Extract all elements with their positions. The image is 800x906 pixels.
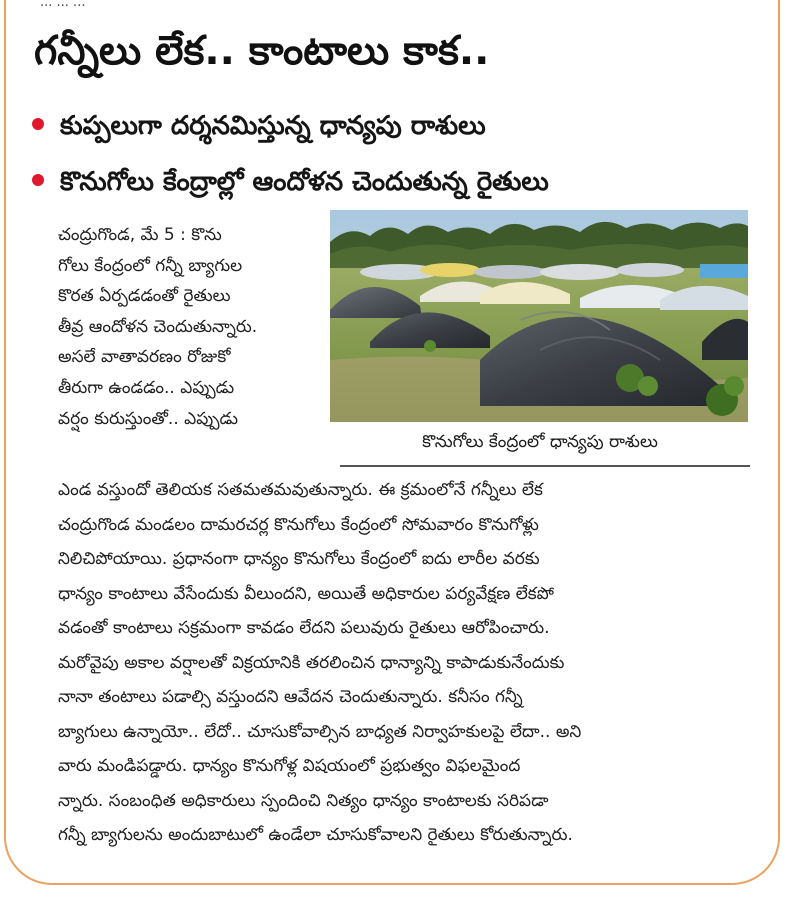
previous-article-fragment: ... ... ... bbox=[40, 0, 86, 8]
subheadline-2-text: కొనుగోలు కేంద్రాల్లో ఆందోళన చెందుతున్న రైతులు bbox=[60, 167, 549, 197]
body-line: తీవ్ర ఆందోళన చెందుతున్నారు. bbox=[58, 316, 258, 337]
caption-divider bbox=[340, 465, 750, 467]
subheadline-1 bbox=[32, 108, 772, 144]
body-line: చంద్రుగొండ మండలం దామరచర్ల కొనుగోలు కేంద్రంలో సోమవారం కొనుగోళ్లు bbox=[58, 514, 539, 535]
body-line: నానా తంటాలు పడాల్సి వస్తుందని ఆవేదన చెందుతున్నారు. కనీసం గన్నీ bbox=[58, 687, 523, 707]
body-line: గోలు కేంద్రంలో గన్నీ బ్యాగుల bbox=[58, 255, 243, 276]
body-line: ధాన్యం కాంటాలు వేసేందుకు వీలుందని, అయితే అధికారుల పర్యవేక్షణ లేకపో bbox=[58, 583, 554, 604]
body-line: వారు మండిపడ్డారు. ధాన్యం కొనుగోళ్ల విషయంలో ప్రభుత్వం విఫలమైంద bbox=[58, 756, 521, 776]
red-bullet-icon bbox=[32, 174, 44, 186]
body-line: గన్నీ బ్యాగులను అందుబాటులో ఉండేలా చూసుకోవాలని రైతులు కోరుతున్నారు. bbox=[58, 825, 573, 845]
body-line: బ్యాగులు ఉన్నాయో.. లేదో.. చూసుకోవాల్సిన బాధ్యత నిర్వాహకులపై లేదా.. అని bbox=[58, 721, 582, 742]
body-line: అసలే వాతావరణం రోజుకో bbox=[58, 347, 231, 368]
body-line: న్నారు. సంబంధిత అధికారులు స్పందించి నిత్యం ధాన్యం కాంటాలకు సరిపడా bbox=[58, 790, 549, 811]
subheadline-1-text: కుప్పలుగా దర్శనమిస్తున్న ధాన్యపు రాశులు bbox=[60, 111, 486, 141]
headline: గన్నీలు లేక.. కాంటాలు కాక.. bbox=[34, 28, 490, 74]
grain-heaps-illustration bbox=[330, 210, 748, 422]
subheadline-2 bbox=[32, 164, 772, 200]
body-line: నిలిచిపోయాయి. ప్రధానంగా ధాన్యం కొనుగోలు కేంద్రంలో ఐదు లారీల వరకు bbox=[58, 549, 540, 569]
body-line: చంద్రుగొండ, మే 5 : కొను bbox=[58, 225, 222, 245]
body-line: వడంతో కాంటాలు సక్రమంగా కావడం లేదని పలువురు రైతులు ఆరోపించారు. bbox=[58, 618, 550, 638]
body-line: మరోవైపు అకాల వర్షాలతో విక్రయానికి తరలించిన ధాన్యాన్ని కాపాడుకునేందుకు bbox=[58, 652, 565, 673]
body-text-full-width bbox=[58, 473, 758, 853]
body-line: తీరుగా ఉండడం.. ఎప్పుడు bbox=[58, 377, 235, 398]
grain-heaps-photo bbox=[330, 210, 748, 422]
body-text-left-column bbox=[58, 220, 324, 434]
body-line: ఎండ వస్తుందో తెలియక సతమతమవుతున్నారు. ఈ క్రమంలోనే గన్నీలు లేక bbox=[58, 480, 543, 500]
photo-caption: కొనుగోలు కేంద్రంలో ధాన్యపు రాశులు bbox=[422, 432, 658, 452]
body-line: కొరత ఏర్పడడంతో రైతులు bbox=[58, 286, 231, 307]
body-line: వర్షం కురుస్తుంతో.. ఎప్పుడు bbox=[58, 408, 238, 429]
red-bullet-icon bbox=[32, 118, 44, 130]
